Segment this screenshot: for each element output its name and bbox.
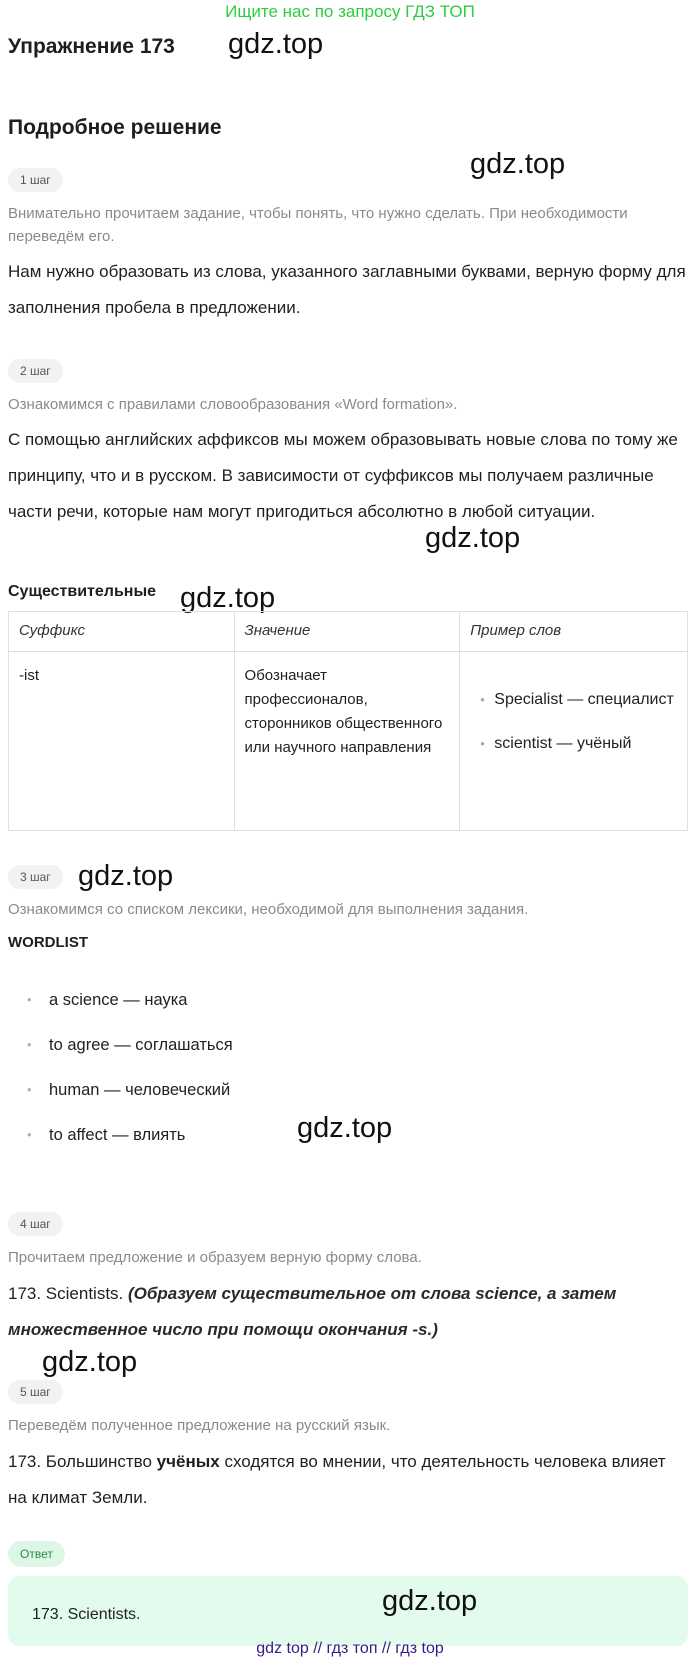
step-5-suffix: сходятся во мнении, что деятельность человека влияет на климат Земли. <box>8 1452 666 1507</box>
table-cell-suffix: -ist <box>9 652 235 831</box>
table-header-examples: Пример слов <box>460 612 688 652</box>
list-item: • Specialist — специалист <box>470 682 677 718</box>
answer-badge: Ответ <box>8 1541 65 1567</box>
watermark: gdz.top <box>42 1346 138 1378</box>
watermark: gdz.top <box>180 582 276 614</box>
watermark: gdz.top <box>297 1112 393 1144</box>
answer-text: 173. Scientists. <box>32 1606 141 1623</box>
table-header-row <box>9 612 688 652</box>
table-cell-examples <box>460 652 688 831</box>
step-4-note: (Образуем существительное от слова science, а затем множественное число при помощи окончания -s.) <box>8 1284 617 1339</box>
step-5-highlight: учёных <box>156 1452 220 1471</box>
list-item: • human — человеческий <box>8 1078 688 1123</box>
table-row <box>9 652 688 831</box>
table-header-meaning: Значение <box>234 612 460 652</box>
table-cell-meaning: Обозначает профессионалов, сторонников общественного или научного направления <box>234 652 460 831</box>
suffix-table <box>8 611 688 831</box>
list-item: • a science — наука <box>8 988 688 1033</box>
list-item: • to affect — влиять <box>8 1123 688 1168</box>
nouns-subheading: Существительные <box>8 583 157 600</box>
step-1-text: Нам нужно образовать из слова, указанного заглавными буквами, верную форму для заполнения пробела в предложении. <box>8 262 686 317</box>
examples-list <box>470 664 677 762</box>
solution-heading: Подробное решение <box>8 116 222 139</box>
table-header-suffix: Суффикс <box>9 612 235 652</box>
step-2-badge: 2 шаг <box>8 359 63 383</box>
step-4-hint: Прочитаем предложение и образуем верную форму слова. <box>8 1249 422 1266</box>
step-5-hint: Переведём полученное предложение на русский язык. <box>8 1417 391 1434</box>
step-4-badge: 4 шаг <box>8 1212 63 1236</box>
list-item: • to agree — соглашаться <box>8 1033 688 1078</box>
wordlist-title: WORDLIST <box>8 934 88 951</box>
watermark: gdz.top <box>470 148 566 180</box>
search-banner[interactable]: Ищите нас по запросу ГДЗ ТОП <box>225 2 475 21</box>
step-5-prefix: 173. Большинство <box>8 1452 152 1471</box>
step-3-hint: Ознакомимся со списком лексики, необходимой для выполнения задания. <box>8 901 529 918</box>
watermark: gdz.top <box>228 28 324 60</box>
list-item: • scientist — учёный <box>470 726 677 762</box>
step-1-hint: Внимательно прочитаем задание, чтобы понять, что нужно сделать. При необходимости переведём его. <box>8 205 628 245</box>
step-1-badge: 1 шаг <box>8 168 63 192</box>
step-5-badge: 5 шаг <box>8 1380 63 1404</box>
footer-links[interactable]: gdz top // гдз топ // гдз top <box>256 1640 444 1657</box>
page-title: Упражнение 173 <box>8 35 175 58</box>
watermark: gdz.top <box>78 860 174 892</box>
step-3-badge: 3 шаг <box>8 865 63 889</box>
step-5-text <box>8 1444 688 1516</box>
step-4-sentence: 173. Scientists. <box>8 1284 124 1303</box>
step-4-text <box>8 1276 688 1348</box>
step-2-hint: Ознакомимся с правилами словообразования «Word formation». <box>8 396 458 413</box>
watermark: gdz.top <box>382 1585 478 1617</box>
watermark: gdz.top <box>425 522 521 554</box>
step-2-text: С помощью английских аффиксов мы можем образовывать новые слова по тому же принципу, что и в русском. В зависимости от суффиксов мы получаем различные части речи, которые нам могут пригодиться абсолютно в любой ситуации. <box>8 430 678 521</box>
